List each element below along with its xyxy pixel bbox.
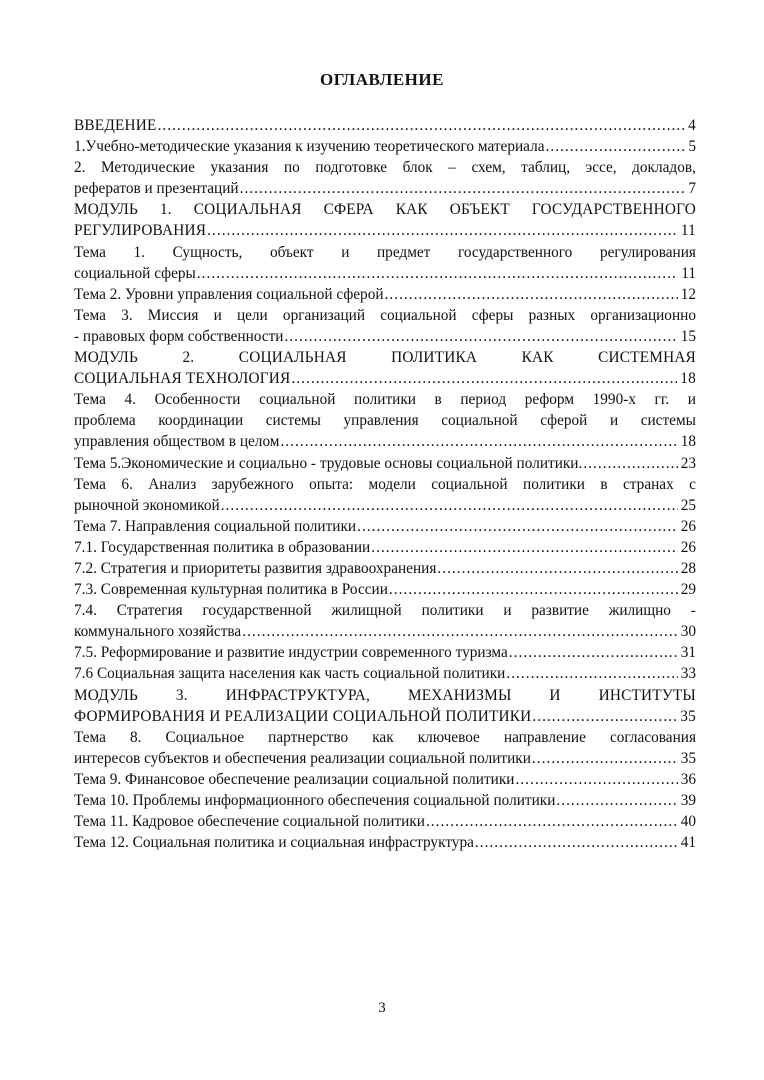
toc-entry-line xyxy=(74,790,696,811)
toc-page-number: 7 xyxy=(688,180,696,198)
dot-leader xyxy=(509,642,678,663)
toc-entry-line xyxy=(74,178,696,199)
dot-leader xyxy=(221,495,678,516)
toc-entry-text: ФОРМИРОВАНИЯ И РЕАЛИЗАЦИИ СОЦИАЛЬНОЙ ПОЛИТИКИ xyxy=(74,707,532,725)
dot-leader xyxy=(532,748,678,769)
toc-entry-line xyxy=(74,706,696,727)
toc-entry-line-wrapped: Тема 8. Социальное партнерство как ключевое направление согласования xyxy=(74,728,696,746)
toc-entry-text: управления обществом в целом xyxy=(74,433,280,451)
toc-entry-text: - правовых форм собственности xyxy=(74,327,284,345)
toc-page-number: 31 xyxy=(680,644,696,662)
toc-page-number: 18 xyxy=(680,433,696,451)
toc-entry-text: 7.2. Стратегия и приоритеты развития здравоохранения xyxy=(74,559,437,577)
dot-leader xyxy=(532,706,677,727)
toc-entry-text: Тема 2. Уровни управления социальной сферой xyxy=(74,285,384,303)
toc-entry-text: рыночной экономикой xyxy=(74,496,220,514)
toc-page-number: 33 xyxy=(680,665,696,683)
toc-page-number: 25 xyxy=(680,496,696,514)
toc-entry-line xyxy=(74,431,696,452)
toc-page-number: 39 xyxy=(680,792,696,809)
toc-entry-line-wrapped: Тема 1. Сущность, объект и предмет государственного регулирования xyxy=(74,243,696,261)
toc-page-number: 11 xyxy=(680,222,696,240)
toc-entry-text: СОЦИАЛЬНАЯ ТЕХНОЛОГИЯ xyxy=(74,370,291,388)
toc-entry-line xyxy=(74,811,696,832)
dot-leader xyxy=(426,811,678,832)
dot-leader xyxy=(546,136,686,157)
dot-leader xyxy=(291,368,677,389)
toc-page-number: 40 xyxy=(680,813,696,831)
toc-page-number: 26 xyxy=(680,538,696,556)
toc-entry-text: Тема 10. Проблемы информационного обеспечения социальной политики xyxy=(74,792,556,809)
toc-page-number: 18 xyxy=(680,370,696,388)
toc-entry-line xyxy=(74,558,696,579)
toc-page-number: 30 xyxy=(680,623,696,641)
toc-entry-text: 1.Учебно-методические указания к изучению теоретического материала xyxy=(74,138,545,156)
toc-entry-text: 7.1. Государственная политика в образовании xyxy=(74,538,371,556)
toc-entry-text: Тема 11. Кадровое обеспечение социальной политики xyxy=(74,813,425,831)
dot-leader xyxy=(197,263,678,284)
dot-leader xyxy=(475,832,678,853)
toc-entry-line xyxy=(74,769,696,790)
toc-entry-line xyxy=(74,832,696,853)
toc-page-number: 41 xyxy=(680,834,696,852)
dot-leader xyxy=(240,178,686,199)
toc-entry-line xyxy=(74,537,696,558)
toc-entry-line-wrapped: МОДУЛЬ 1. СОЦИАЛЬНАЯ СФЕРА КАК ОБЪЕКТ ГОСУДАРСТВЕННОГО xyxy=(74,201,696,219)
toc-entry-text: коммунального хозяйства xyxy=(74,623,242,641)
toc-page-number: 26 xyxy=(680,517,696,535)
toc-entry-line xyxy=(74,136,696,157)
toc-page-number: 5 xyxy=(688,138,696,156)
toc-entry-line xyxy=(74,516,696,537)
toc-entry-line-wrapped: МОДУЛЬ 3. ИНФРАСТРУКТУРА, МЕХАНИЗМЫ И ИНСТИТУТЫ xyxy=(74,686,696,704)
toc-entry-line xyxy=(74,263,696,284)
dot-leader xyxy=(389,579,678,600)
toc-entry-line xyxy=(74,495,696,516)
toc-page-number: 35 xyxy=(680,707,696,725)
toc-entry-line-wrapped: 7.4. Стратегия государственной жилищной политики и развитие жилищно - xyxy=(74,602,696,620)
toc-entry-line xyxy=(74,621,696,642)
dot-leader xyxy=(556,790,677,811)
toc-entry-line-wrapped: Тема 3. Миссия и цели организаций социальной сферы разных организационно xyxy=(74,306,696,324)
page-number: 3 xyxy=(378,1000,386,1016)
toc-entry-line xyxy=(74,220,696,241)
dot-leader xyxy=(357,516,678,537)
toc-page-number: 28 xyxy=(680,559,696,577)
toc-entry-line xyxy=(74,748,696,769)
table-of-contents xyxy=(74,115,696,853)
toc-page-number: 36 xyxy=(680,770,696,788)
toc-entry-text: РЕГУЛИРОВАНИЯ xyxy=(74,222,207,240)
toc-entry-text: ВВЕДЕНИЕ xyxy=(74,117,157,134)
dot-leader xyxy=(158,115,686,136)
toc-page-number: 35 xyxy=(680,749,696,767)
toc-entry-text: Тема 5.Экономические и социально - трудовые основы социальной политики. xyxy=(74,454,583,472)
toc-entry-line xyxy=(74,115,696,136)
toc-entry-text: 7.5. Реформирование и развитие индустрии современного туризма xyxy=(74,644,508,662)
toc-entry-line xyxy=(74,642,696,663)
toc-entry-text: интересов субъектов и обеспечения реализации социальной политики xyxy=(74,749,531,767)
toc-page-number: 29 xyxy=(680,581,696,599)
toc-entry-text: Тема 7. Направления социальной политики xyxy=(74,517,357,535)
toc-entry-line-wrapped: Тема 4. Особенности социальной политики в период реформ 1990-х гг. и xyxy=(74,391,696,409)
dot-leader xyxy=(583,453,677,474)
toc-heading: ОГЛАВЛЕНИЕ xyxy=(320,70,444,89)
toc-entry-text: рефератов и презентаций xyxy=(74,180,239,198)
toc-entry-text: Тема 12. Социальная политика и социальная инфраструктура xyxy=(74,834,474,852)
toc-page-number: 4 xyxy=(688,117,696,134)
toc-page-number: 15 xyxy=(680,327,696,345)
toc-entry-line-wrapped: Тема 6. Анализ зарубежного опыта: модели социальной политики в странах с xyxy=(74,475,696,493)
toc-entry-line xyxy=(74,453,696,474)
toc-entry-text: 7.6 Социальная защита населения как часть социальной политики xyxy=(74,665,506,683)
dot-leader xyxy=(437,558,677,579)
dot-leader xyxy=(242,621,677,642)
toc-entry-line-wrapped: МОДУЛЬ 2. СОЦИАЛЬНАЯ ПОЛИТИКА КАК СИСТЕМНАЯ xyxy=(74,349,696,367)
toc-page-number: 12 xyxy=(680,285,696,303)
dot-leader xyxy=(371,537,677,558)
dot-leader xyxy=(207,220,678,241)
dot-leader xyxy=(280,431,677,452)
toc-entry-line xyxy=(74,284,696,305)
toc-entry-line-wrapped: проблема координации системы управления социальной сферой и системы xyxy=(74,412,696,430)
toc-page-number: 11 xyxy=(681,264,696,282)
dot-leader xyxy=(284,326,677,347)
toc-entry-line xyxy=(74,326,696,347)
toc-entry-text: 7.3. Современная культурная политика в России xyxy=(74,581,388,599)
toc-entry-line-wrapped: 2. Методические указания по подготовке блок – схем, таблиц, эссе, докладов, xyxy=(74,159,696,177)
toc-entry-line xyxy=(74,368,696,389)
toc-entry-text: социальной сферы xyxy=(74,264,196,282)
toc-entry-line xyxy=(74,579,696,600)
dot-leader xyxy=(385,284,678,305)
toc-entry-text: Тема 9. Финансовое обеспечение реализации социальной политики xyxy=(74,770,515,788)
dot-leader xyxy=(515,769,677,790)
dot-leader xyxy=(506,663,677,684)
toc-page-number: 23 xyxy=(680,454,696,472)
toc-entry-line xyxy=(74,663,696,684)
